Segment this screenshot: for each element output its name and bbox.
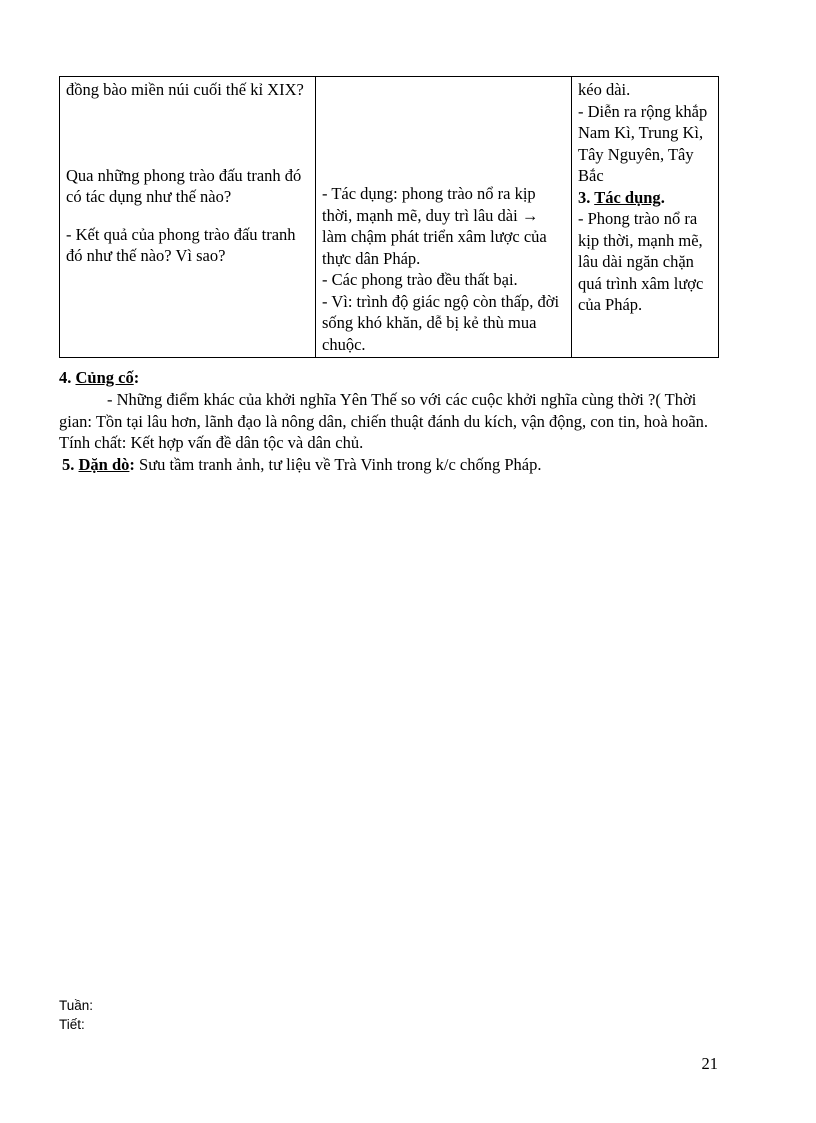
note-heading-title: Tác dụng xyxy=(594,187,661,207)
question-text: đồng bào miền núi cuối thế kỉ XIX? xyxy=(66,80,304,99)
period-label: Tiết: xyxy=(59,1017,85,1032)
section-4-body: - Những điểm khác của khởi nghĩa Yên Thế so với các cuộc khởi nghĩa cùng thời ?( Thời gian: Tồn tại lâu hơn, lãnh đạo là nông dân, chiến thuật đánh du kích, vận động, con tin, hoà hoãn. Tính chất: Kết hợp vấn đề dân tộc và dân chủ. xyxy=(59,390,709,452)
question-text: Qua những phong trào đấu tranh đó có tác dụng như thế nào? xyxy=(66,165,302,206)
answer-text: - Các phong trào đều thất bại. xyxy=(322,270,518,289)
section-5: 5. Dặn dò: Sưu tầm tranh ảnh, tư liệu về Trà Vinh trong k/c chống Pháp. xyxy=(62,455,542,474)
section-5-title: Dặn dò xyxy=(78,455,130,474)
table-row xyxy=(60,77,719,358)
answer-text: - Tác dụng: phong trào nổ ra kịp thời, mạnh mẽ, duy trì lâu dài → làm chậm phát triển xâm lược của thực dân Pháp. xyxy=(322,184,547,268)
week-label: Tuần: xyxy=(59,998,94,1013)
note-text: - Phong trào nổ ra kịp thời, mạnh mẽ, lâu dài ngăn chặn quá trình xâm lược của Pháp. xyxy=(578,209,704,314)
section-4-heading: 4. Củng cố: xyxy=(59,368,140,387)
note-heading: 3. Tác dụng. xyxy=(578,187,665,207)
lesson-table xyxy=(59,76,719,358)
answer-column xyxy=(316,77,572,358)
answer-text: - Vì: trình độ giác ngộ còn thấp, đời sống khó khăn, dễ bị kẻ thù mua chuộc. xyxy=(322,291,560,354)
section-5-body: Sưu tầm tranh ảnh, tư liệu về Trà Vinh trong k/c chống Pháp. xyxy=(134,455,542,474)
question-column xyxy=(60,77,316,358)
question-text: - Kết quả của phong trào đấu tranh đó như thế nào? Vì sao? xyxy=(66,224,296,265)
section-4-title: Củng cố xyxy=(75,368,134,387)
notes-column xyxy=(572,77,719,358)
note-text: - Diễn ra rộng khắp Nam Kì, Trung Kì, Tây Nguyên, Tây Bắc xyxy=(578,101,708,185)
page-number: 21 xyxy=(701,1054,718,1073)
note-text: kéo dài. xyxy=(578,80,631,99)
